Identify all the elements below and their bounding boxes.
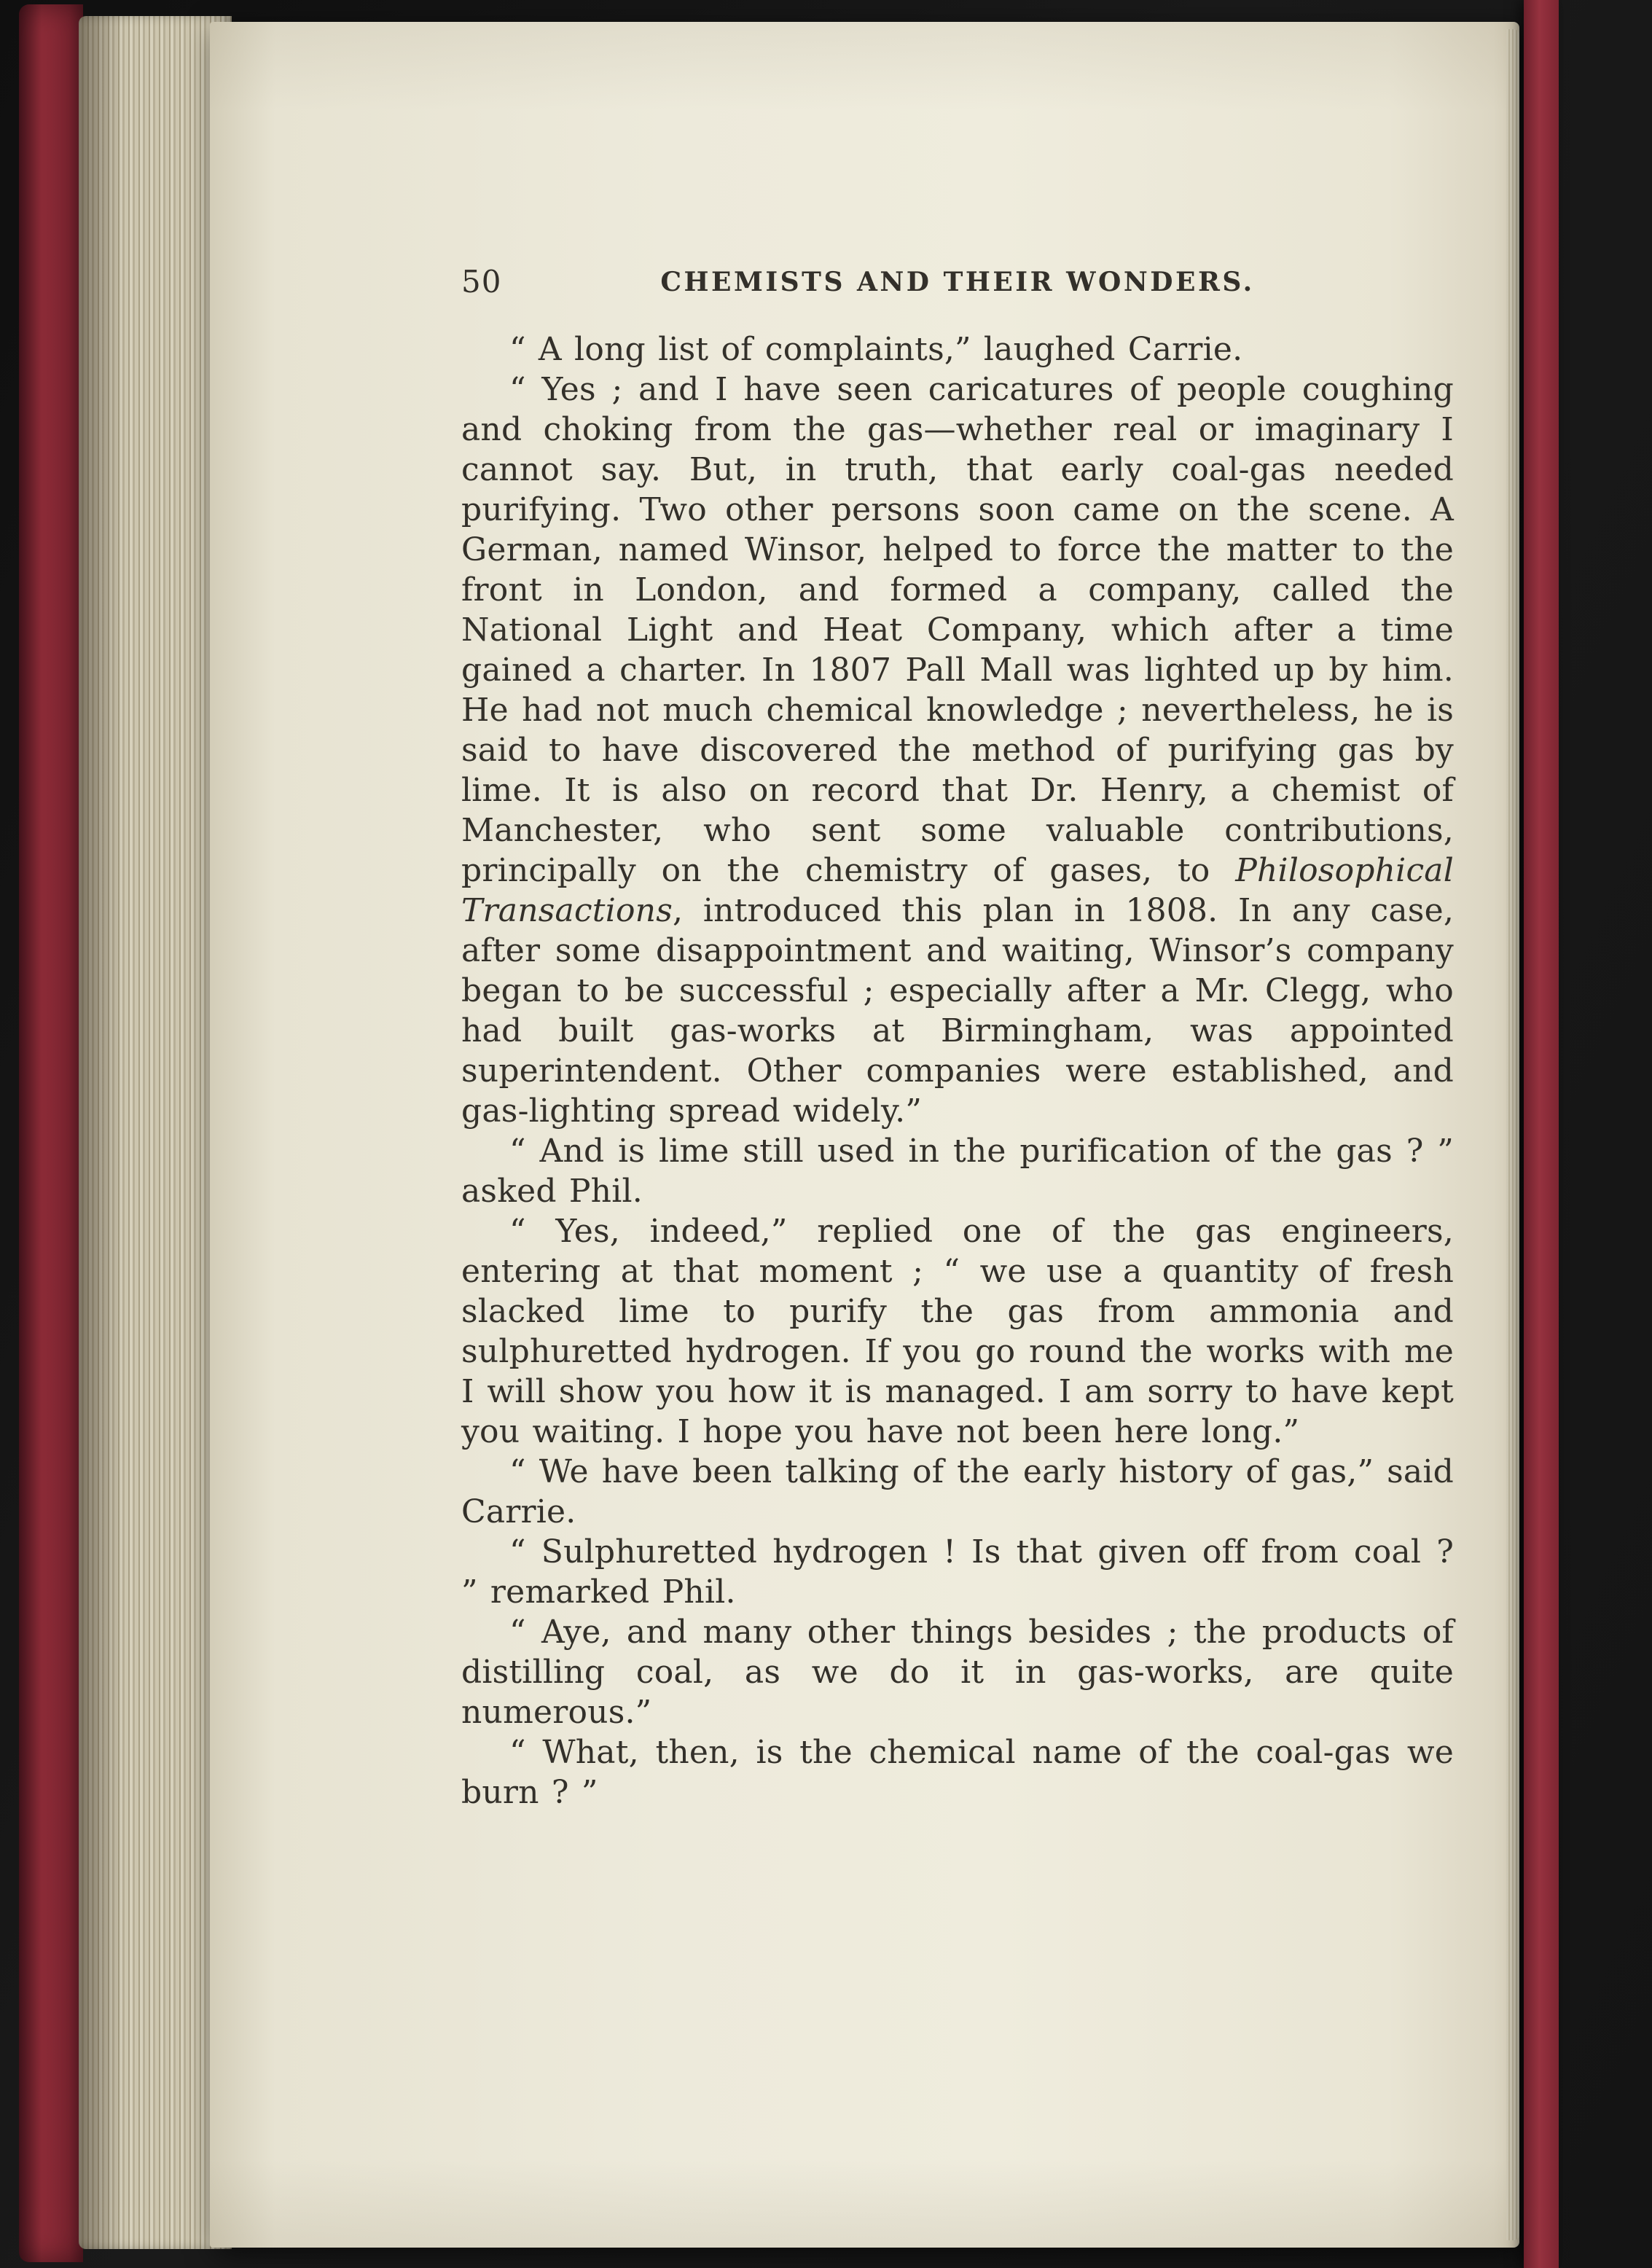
book-page [210,22,1519,2248]
text-segment: “ A long list of complaints,” laughed Carrie. [509,331,1243,368]
paragraph [461,1211,1454,1452]
text-segment: “ We have been talking of the early history of gas,” said Carrie. [461,1453,1454,1530]
text-segment: “ Sulphuretted hydrogen ! Is that given off from coal ? ” remarked Phil. [461,1533,1454,1611]
page-edges-right [1506,29,1519,2240]
paragraph [461,1612,1454,1732]
text-segment: “ Yes, indeed,” replied one of the gas engineers, entering at that moment ; “ we use a quantity of fresh slacked lime to purify the gas from ammonia and sulphuretted hydrogen. If you go round the works with me I will show you how it is managed. I am sorry to have kept you waiting. I hope you have not been here long.” [461,1213,1454,1450]
italic-text-segment: Philosophical Transactions [461,852,1454,929]
paragraph [461,369,1454,1131]
paragraph [461,1131,1454,1211]
text-segment: “ And is lime still used in the purification of the gas ? ” asked Phil. [461,1133,1454,1210]
book-cover-right [1524,0,1559,2268]
book-cover-left [19,4,83,2262]
paragraph [461,329,1454,369]
page-text [461,329,1454,1813]
running-head [461,262,1454,308]
printed-text-block [461,262,1454,1813]
text-segment: “ Yes ; and I have seen caricatures of people coughing and choking from the gas—whether real or imaginary I cannot say. But, in truth, that early coal-gas needed purifying. Two other persons soon came on the scene. A German, named Winsor, helped to force the matter to the front in London, and formed a company, called the National Light and Heat Company, which after a time gained a charter. In 1807 Pall Mall was lighted up by him. He had not much chemical knowledge ; nevertheless, he is said to have discovered the method of purifying gas by lime. It is also on record that Dr. Henry, a chemist of Manchester, who sent some valuable contributions, principally on the chemistry of gases, to [461,371,1454,889]
paragraph [461,1452,1454,1532]
text-segment: , introduced this plan in 1808. In any case, after some disappointment and waiting, Winsor’s company began to be successful ; especially after a Mr. Clegg, who had built gas-works at Birmingham, was appointed superintendent. Other companies were established, and gas-lighting spread widely.” [461,892,1454,1130]
page-number: 50 [461,264,502,300]
paragraph [461,1732,1454,1813]
text-segment: “ What, then, is the chemical name of the coal-gas we burn ? ” [461,1734,1454,1811]
paragraph [461,1532,1454,1612]
running-header-title: CHEMISTS AND THEIR WONDERS. [660,267,1255,297]
page-edges-left [79,16,232,2249]
text-segment: “ Aye, and many other things besides ; the products of distilling coal, as we do it in gas-works, are quite numerous.” [461,1614,1454,1731]
